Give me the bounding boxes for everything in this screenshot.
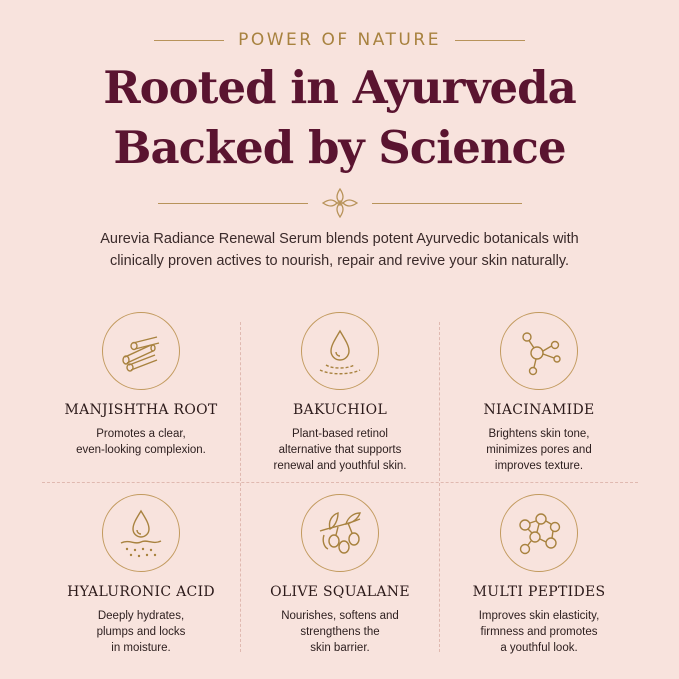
ingredient-icon-circle [500,494,578,572]
droplet-skin-icon [113,505,169,561]
headline-line-2: Backed by Science [113,121,566,174]
ingredient-card [42,312,240,458]
ingredient-card [440,494,638,656]
ingredient-grid [42,312,638,662]
ingredient-description: Promotes a clear, even-looking complexion. [76,428,206,456]
divider-rule-right [372,203,522,204]
ingredient-name: NIACINAMIDE [483,402,595,418]
eyebrow-rule-right [455,40,525,41]
ingredient-name: MULTI PEPTIDES [472,584,606,600]
ingredient-card [440,312,638,474]
eyebrow-text: POWER OF NATURE [238,30,441,50]
peptide-chain-icon [511,505,567,561]
headline [0,58,679,178]
ingredient-name: MANJISHTHA ROOT [64,402,218,418]
eyebrow [0,30,679,50]
grid-divider [42,482,638,483]
droplet-ripple-icon [312,323,368,379]
ingredient-icon-circle [301,494,379,572]
intro-paragraph: Aurevia Radiance Renewal Serum blends potent Ayurvedic botanicals with clinically proven actives to nourish, repair and revive your skin naturally. [100,231,579,269]
olive-branch-icon [312,505,368,561]
ingredient-name: BAKUCHIOL [292,402,388,418]
ingredient-icon-circle [102,312,180,390]
ingredient-icon-circle [301,312,379,390]
ingredient-description: Nourishes, softens and strengthens the skin barrier. [281,610,399,654]
ingredient-description: Deeply hydrates, plumps and locks in moisture. [96,610,186,654]
root-sticks-icon [113,323,169,379]
ingredient-icon-circle [102,494,180,572]
ingredient-card [241,312,439,474]
ingredient-description: Brightens skin tone, minimizes pores and improves texture. [486,428,592,472]
ingredient-icon-circle [500,312,578,390]
ingredient-description: Improves skin elasticity, firmness and promotes a youthful look. [478,610,600,654]
divider-rule-left [158,203,308,204]
ingredient-description: Plant-based retinol alternative that supports renewal and youthful skin. [273,428,407,472]
ingredient-card [241,494,439,656]
molecule-icon [511,323,567,379]
eyebrow-rule-left [154,40,224,41]
ingredient-name: OLIVE SQUALANE [270,584,410,600]
lotus-ornament-icon [320,186,360,220]
headline-line-1: Rooted in Ayurveda [103,61,576,114]
ingredient-card [42,494,240,656]
ingredient-name: HYALURONIC ACID [67,584,215,600]
ornament-divider [0,186,679,220]
